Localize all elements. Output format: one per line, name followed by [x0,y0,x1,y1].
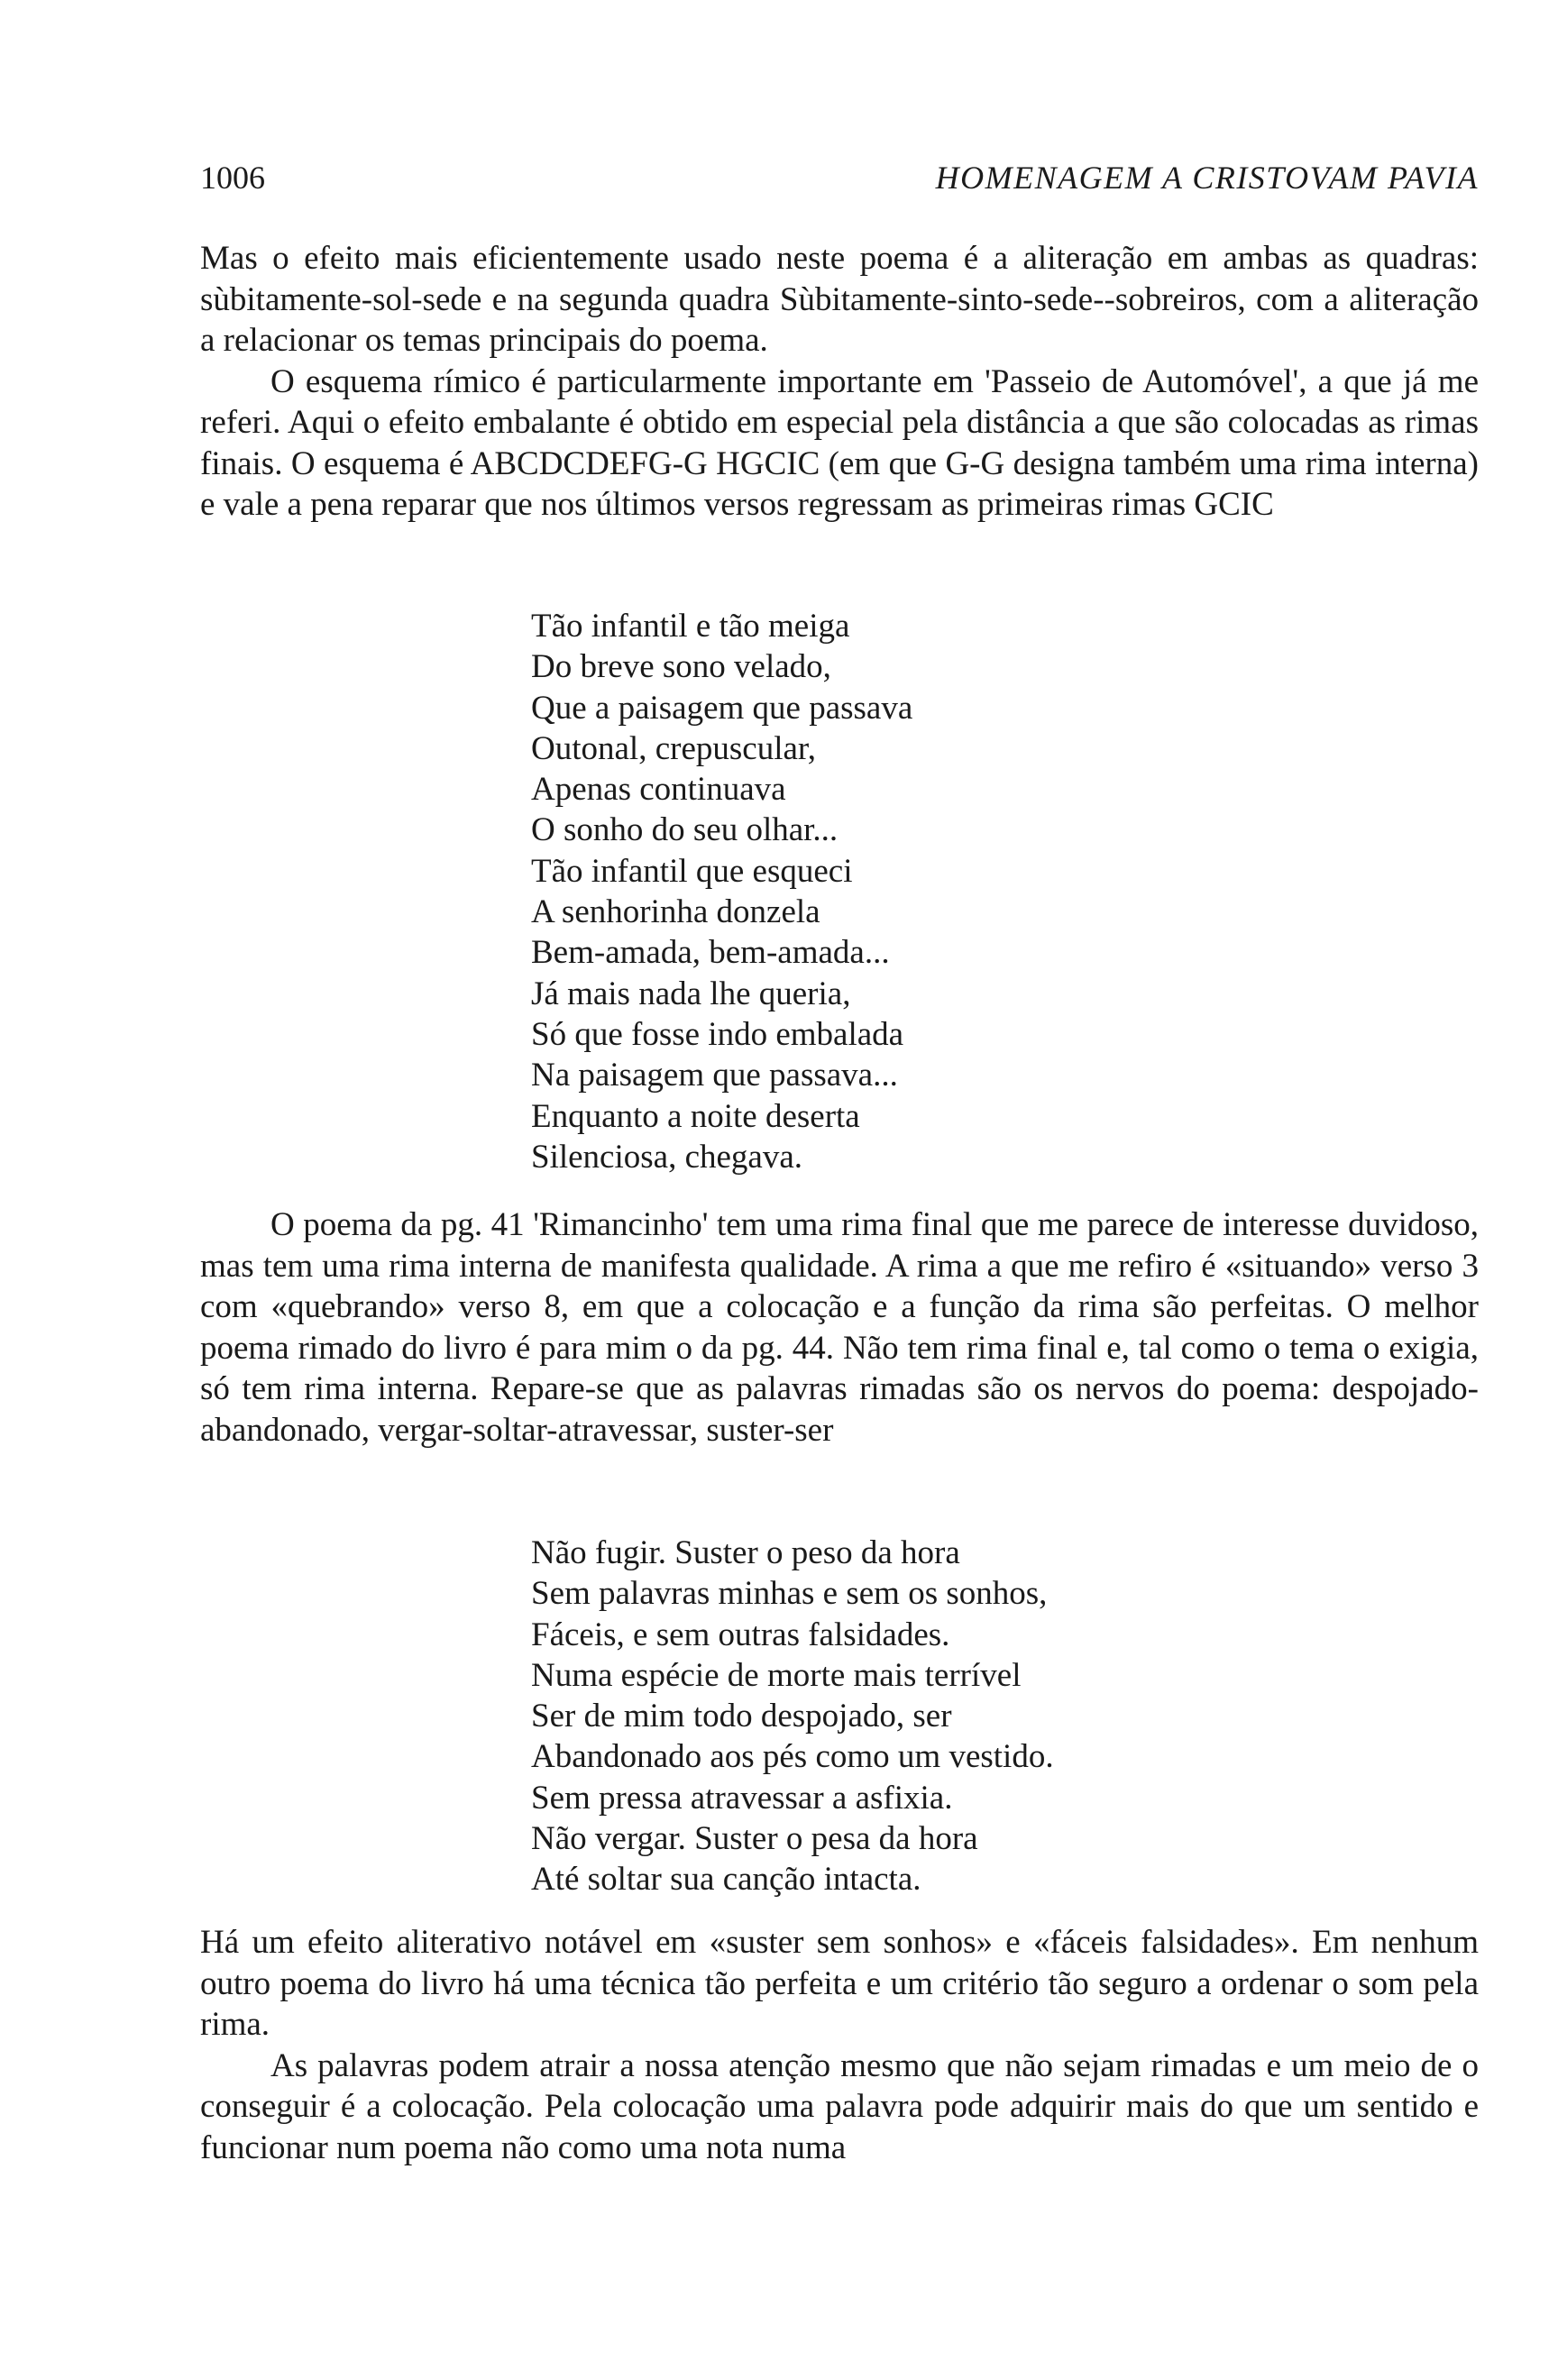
poem-line: Enquanto a noite deserta [531,1097,860,1135]
paragraph: O poema da pg. 41 'Rimancinho' tem uma rima final que me parece de interesse duvidoso, mas tem uma rima interna de manifesta qualidade. A rima a que me refiro é «situando» verso 3 com «quebrando» verso 8, em que a colocação e a função da rima são perfeitas. O melhor poema rimado do livro é para mim o da pg. 44. Não tem rima final e, tal como o tema o exigia, só tem rima interna. Repare-se que as palavras rimadas são os nervos do poema: despojado-abandonado, vergar-soltar-atravessar, suster-ser [200,1206,1479,1449]
poem-line: Apenas continuava [531,771,786,809]
poem-line: Silenciosa, chegava. [531,1138,803,1176]
poem-line: Até soltar sua canção intacta. [531,1861,921,1899]
poem-line: Que a paisagem que passava [531,689,913,727]
poem-line: Do breve sono velado, [531,648,831,686]
poem-line: Não vergar. Suster o pesa da hora [531,1820,978,1858]
poem-line: Não fugir. Suster o peso da hora [531,1534,960,1571]
poem-line: Tão infantil e tão meiga [531,608,850,645]
paragraph: Mas o efeito mais eficientemente usado neste poema é a aliteração em ambas as quadras: sùbitamente-sol-sede e na segunda quadra Sùbitamente-sinto-sede--sobreiros, com a aliteração a relacionar os temas principais do poema. [200,240,1479,359]
poem-quote-1 [531,606,912,1177]
poem-line: Ser de mim todo despojado, ser [531,1698,952,1735]
poem-line: Só que fosse indo embalada [531,1015,904,1053]
page-number: 1006 [200,160,265,196]
poem-line: Sem palavras minhas e sem os sonhos, [531,1575,1048,1613]
running-head: HOMENAGEM A CRISTOVAM PAVIA [935,160,1479,196]
poem-line: Sem pressa atravessar a asfixia. [531,1779,953,1817]
page-header [200,159,1479,198]
poem-line: A senhorinha donzela [531,893,820,931]
poem-line: Bem-amada, bem-amada... [531,934,890,972]
text-block-3 [200,1922,1479,2168]
poem-line: Fáceis, e sem outras falsidades. [531,1616,950,1653]
paragraph: Há um efeito aliterativo notável em «suster sem sonhos» e «fáceis falsidades». Em nenhum outro poema do livro há uma técnica tão perfeita e um critério tão seguro a ordenar o som pela rima. [200,1924,1479,2043]
poem-line: Já mais nada lhe queria, [531,975,851,1012]
text-block-1 [200,238,1479,526]
text-block-2 [200,1204,1479,1451]
poem-line: Outonal, crepuscular, [531,729,816,767]
poem-line: Numa espécie de morte mais terrível [531,1656,1022,1694]
poem-line: O sonho do seu olhar... [531,811,839,849]
poem-line: Na paisagem que passava... [531,1057,898,1094]
poem-line: Tão infantil que esqueci [531,852,853,890]
paragraph: O esquema rímico é particularmente importante em 'Passeio de Automóvel', a que já me referi. Aqui o efeito embalante é obtido em especial pela distância a que são colocadas as rimas finais. O esquema é ABCDCDEFG-G HGCIC (em que G-G designa também uma rima interna) e vale a pena reparar que nos últimos versos regressam as primeiras rimas GCIC [200,362,1479,523]
poem-quote-2 [531,1533,1054,1900]
paragraph: As palavras podem atrair a nossa atenção mesmo que não sejam rimadas e um meio de o conseguir é a colocação. Pela colocação uma palavra pode adquirir mais do que um sentido e funcionar num poema não como uma nota numa [200,2046,1479,2166]
poem-line: Abandonado aos pés como um vestido. [531,1738,1054,1776]
